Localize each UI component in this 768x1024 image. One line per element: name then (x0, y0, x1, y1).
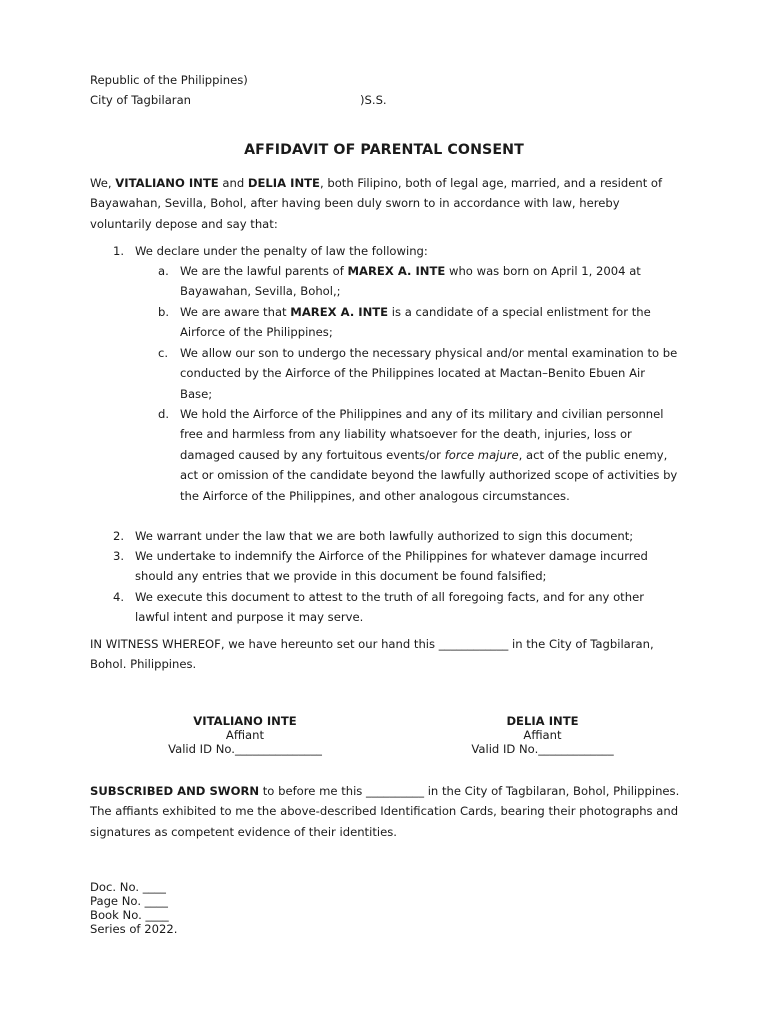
valid-id-line: Valid ID No._______________ (168, 742, 322, 756)
signature-block-left (150, 714, 340, 756)
notary-series: Series of 2022. (90, 922, 178, 936)
notary-doc-no: Doc. No. ____ (90, 880, 166, 894)
signatory-role: Affiant (523, 728, 562, 742)
item-b-part: We are aware that (180, 305, 291, 319)
item-2-number: 2. (113, 529, 125, 543)
signature-block-right (430, 714, 655, 756)
force-majure-term: force majure (444, 447, 519, 462)
item-3-number: 3. (113, 549, 125, 563)
affiant-name-2: DELIA INTE (247, 176, 320, 190)
notary-book-no: Book No. ____ (90, 908, 169, 922)
item-1-number: 1. (113, 244, 125, 258)
item-d-part: We hold the Airforce of the Philippines and any of its military and civilian personnel free and harmless from any liability whatsoever for the death, injuries, loss or damaged caused by any fortuitous events/or (180, 407, 664, 462)
header-ss: )S.S. (360, 93, 387, 107)
item-c-letter: c. (158, 346, 169, 360)
item-c-text: We allow our son to undergo the necessary physical and/or mental examination to be conducted by the Airforce of the Philippines located at Mactan–Benito Ebuen Air Base; (180, 346, 678, 401)
item-4-text: We execute this document to attest to the truth of all foregoing facts, and for any other lawful intent and purpose it may serve. (135, 590, 644, 625)
intro-text: , both Filipino, both of legal age, married, and a resident of Bayawahan, Sevilla, Bohol, after having been duly sworn to in accordance with law, hereby voluntarily depose and say that: (90, 176, 663, 231)
signatory-name: DELIA INTE (506, 714, 579, 728)
child-name: MAREX A. INTE (290, 305, 389, 319)
valid-id-line: Valid ID No._____________ (471, 742, 614, 756)
affiant-name-1: VITALIANO INTE (115, 176, 219, 190)
header-city: City of Tagbilaran (90, 93, 192, 107)
notary-page-no: Page No. ____ (90, 894, 168, 908)
child-name: MAREX A. INTE (347, 264, 446, 278)
item-b-part: is a candidate of a special enlistment for the Airforce of the Philippines; (180, 305, 651, 340)
header-republic: Republic of the Philippines) (90, 73, 248, 87)
item-a-text (180, 261, 680, 302)
item-b-text (180, 302, 670, 343)
witness-paragraph: IN WITNESS WHEREOF, we have hereunto set our hand this ____________ in the City of Tagbilaran, Bohol. Philippines. (90, 637, 654, 672)
signatory-role: Affiant (225, 728, 265, 742)
header-city-line (90, 90, 387, 110)
item-a-part: who was born on April 1, 2004 at Bayawahan, Sevilla, Bohol,; (180, 264, 641, 299)
document-title: AFFIDAVIT OF PARENTAL CONSENT (244, 142, 524, 158)
intro-text: and (218, 176, 248, 190)
intro-paragraph (90, 173, 680, 234)
item-a-letter: a. (158, 264, 169, 278)
jurat-text: to before me this __________ in the City of Tagbilaran, Bohol, Philippines. The affiants exhibited to me the above-described Identification Cards, bearing their photographs and signatures as competent evidence of their identities. (90, 784, 680, 839)
item-2-text: We warrant under the law that we are both lawfully authorized to sign this document; (135, 529, 634, 543)
item-a-part: We are the lawful parents of (180, 264, 348, 278)
item-d-letter: d. (158, 407, 170, 421)
item-d-text (180, 404, 680, 506)
item-4-number: 4. (113, 590, 125, 604)
item-d-part: , act of the public enemy, act or omission of the candidate beyond the lawfully authorized scope of activities by the Airforce of the Philippines, and other analogous circumstances. (180, 447, 678, 503)
item-3-text: We undertake to indemnify the Airforce of the Philippines for whatever damage incurred should any entries that we provide in this document be found falsified; (135, 549, 648, 584)
item-1-text: We declare under the penalty of law the following: (135, 244, 428, 258)
intro-text: We, (90, 176, 116, 190)
item-b-letter: b. (158, 305, 170, 319)
signatory-name: VITALIANO INTE (193, 714, 297, 728)
jurat-paragraph (90, 781, 680, 842)
jurat-heading: SUBSCRIBED AND SWORN (90, 784, 260, 798)
